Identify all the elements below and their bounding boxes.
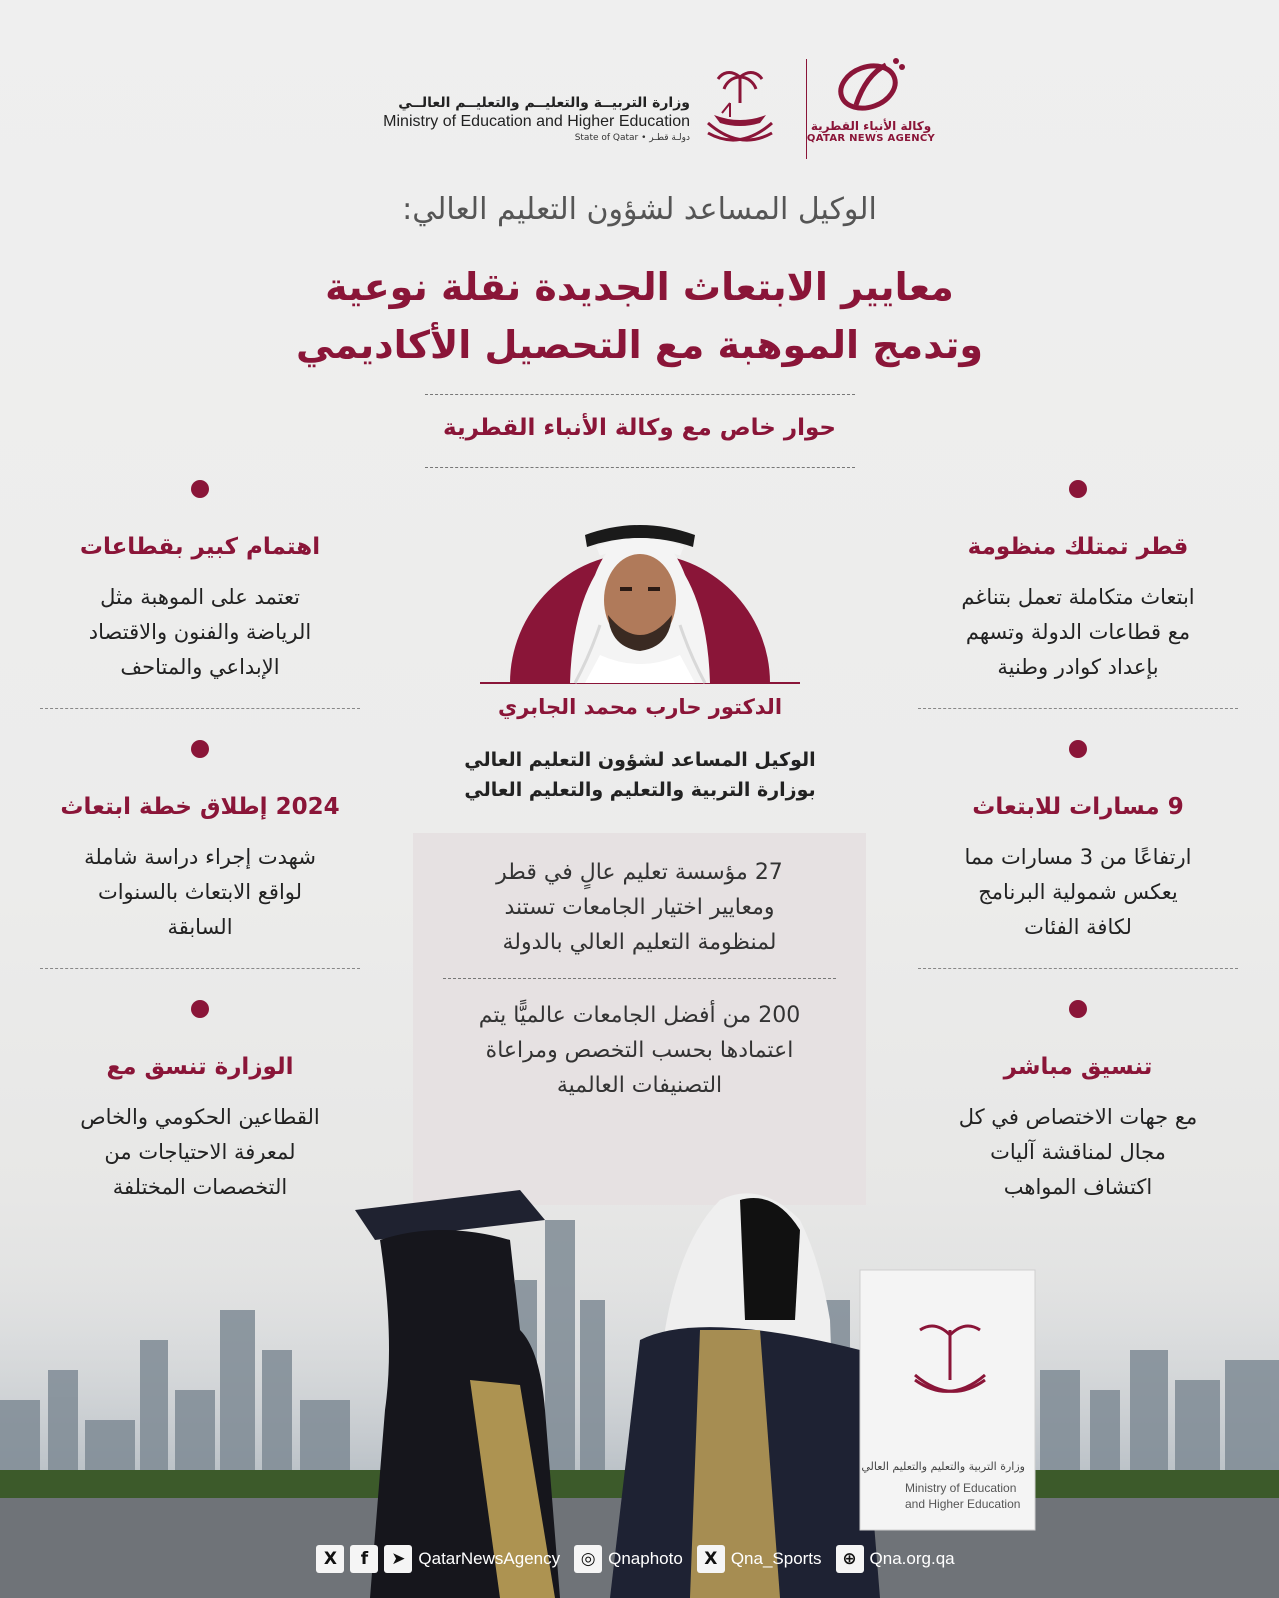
sign-text-en2: and Higher Education bbox=[905, 1497, 1021, 1511]
moe-logo-text bbox=[345, 95, 690, 143]
item-line: القطاعين الحكومي والخاص bbox=[80, 1105, 320, 1129]
instagram-icon[interactable]: ◎ bbox=[574, 1545, 602, 1573]
item-title: اهتمام كبير بقطاعات bbox=[79, 534, 321, 560]
item-line: اكتشاف المواهب bbox=[1003, 1175, 1153, 1199]
item-line: يعكس شمولية البرنامج bbox=[978, 880, 1178, 904]
website-link[interactable]: Qna.org.qa bbox=[869, 1549, 955, 1568]
moe-name-en: Ministry of Education and Higher Education bbox=[383, 113, 690, 130]
qna-mark-icon bbox=[826, 55, 916, 117]
right-item-3 bbox=[918, 1000, 1238, 1205]
item-line: الرياضة والفنون والاقتصاد bbox=[88, 620, 312, 644]
header-logos bbox=[0, 55, 1279, 165]
interview-tag: حوار خاص مع وكالة الأنباء القطرية bbox=[443, 415, 836, 441]
item-title: الوزارة تنسق مع bbox=[106, 1054, 294, 1080]
fact-line: 27 مؤسسة تعليم عالٍ في قطر bbox=[496, 860, 783, 885]
title-rule-top bbox=[425, 394, 855, 395]
item-title: 2024 إطلاق خطة ابتعاث bbox=[60, 794, 340, 820]
bullet-dot bbox=[191, 1000, 209, 1018]
x-icon[interactable]: X bbox=[697, 1545, 725, 1573]
headline-line-1: معايير الابتعاث الجديدة نقلة نوعية bbox=[325, 265, 954, 309]
item-line: لمعرفة الاحتياجات من bbox=[104, 1140, 296, 1164]
item-line: شهدت إجراء دراسة شاملة bbox=[84, 845, 316, 869]
left-column bbox=[40, 480, 360, 1200]
fact-line: التصنيفات العالمية bbox=[556, 1073, 723, 1098]
fact-line: ومعايير اختيار الجامعات تستند bbox=[504, 895, 775, 920]
item-title: قطر تمتلك منظومة bbox=[967, 534, 1189, 560]
social-footer bbox=[0, 1542, 1279, 1576]
item-line: مع جهات الاختصاص في كل bbox=[958, 1105, 1198, 1129]
qna-name-ar: وكالة الأنباء القطرية bbox=[810, 119, 932, 133]
item-line: التخصصات المختلفة bbox=[112, 1175, 288, 1199]
bullet-dot bbox=[191, 740, 209, 758]
sign-text-en1: Ministry of Education bbox=[905, 1481, 1017, 1495]
right-item-2 bbox=[918, 740, 1238, 945]
handle-qatarnewsagency[interactable]: QatarNewsAgency bbox=[418, 1549, 561, 1568]
person-role bbox=[420, 745, 860, 805]
fact-line: لمنظومة التعليم العالي بالدولة bbox=[502, 930, 777, 955]
item-title: تنسيق مباشر bbox=[1003, 1054, 1153, 1080]
right-item-1 bbox=[918, 480, 1238, 685]
item-line: لكافة الفئات bbox=[1024, 915, 1132, 939]
handle-qna-sports[interactable]: Qna_Sports bbox=[730, 1549, 822, 1568]
item-line: الإبداعي والمتاحف bbox=[120, 655, 280, 679]
left-item-3 bbox=[40, 1000, 360, 1205]
person-name: الدكتور حارب محمد الجابري bbox=[497, 695, 783, 719]
fact-line: اعتمادها بحسب التخصص ومراعاة bbox=[485, 1038, 794, 1063]
portrait-image bbox=[480, 505, 800, 685]
bullet-dot bbox=[1069, 480, 1087, 498]
item-line: ابتعاث متكاملة تعمل بتناغم bbox=[961, 585, 1195, 609]
item-line: مجال لمناقشة آليات bbox=[990, 1140, 1166, 1164]
moe-state: State of Qatar • دولـة قطـر bbox=[574, 133, 690, 143]
item-line: مع قطاعات الدولة وتسهم bbox=[965, 620, 1191, 644]
graduation-scene-image bbox=[0, 1180, 1279, 1598]
item-text bbox=[918, 840, 1238, 945]
item-text bbox=[40, 580, 360, 685]
item-line: السابقة bbox=[167, 915, 233, 939]
item-line: ارتفاعًا من 3 مسارات مما bbox=[964, 845, 1192, 869]
item-text bbox=[40, 840, 360, 945]
sign-text-ar: وزارة التربية والتعليم والتعليم العالي bbox=[861, 1460, 1025, 1473]
item-line: تعتمد على الموهبة مثل bbox=[100, 585, 300, 609]
x-icon[interactable]: X bbox=[316, 1545, 344, 1573]
facts-box bbox=[413, 833, 866, 1205]
person-role-line: بوزارة التربية والتعليم والتعليم العالي bbox=[464, 779, 816, 801]
item-title: 9 مسارات للابتعاث bbox=[972, 794, 1184, 820]
qatar-emblem-icon bbox=[700, 63, 780, 158]
person-role-line: الوكيل المساعد لشؤون التعليم العالي bbox=[464, 749, 816, 771]
fact-line: 200 من أفضل الجامعات عالميًّا يتم bbox=[478, 1003, 801, 1028]
facebook-icon[interactable]: f bbox=[350, 1545, 378, 1573]
moe-name-ar: وزارة التربيــة والتعليــم والتعليــم العالــي bbox=[398, 95, 690, 111]
left-item-2 bbox=[40, 740, 360, 945]
headline-line-2: وتدمج الموهبة مع التحصيل الأكاديمي bbox=[295, 323, 984, 367]
bullet-dot bbox=[1069, 1000, 1087, 1018]
item-text bbox=[918, 580, 1238, 685]
headline bbox=[0, 258, 1279, 374]
fact-separator bbox=[443, 978, 836, 979]
bullet-dot bbox=[1069, 740, 1087, 758]
title-rule-bottom bbox=[425, 467, 855, 468]
pretitle: الوكيل المساعد لشؤون التعليم العالي: bbox=[402, 192, 877, 227]
item-separator bbox=[918, 708, 1238, 709]
item-line: بإعداد كوادر وطنية bbox=[997, 655, 1159, 679]
fact-2 bbox=[443, 998, 836, 1103]
qna-name-en: QATAR NEWS AGENCY bbox=[806, 133, 936, 144]
telegram-icon[interactable]: ➤ bbox=[384, 1545, 412, 1573]
left-item-1 bbox=[40, 480, 360, 685]
globe-icon[interactable]: ⊕ bbox=[836, 1545, 864, 1573]
item-separator bbox=[40, 968, 360, 969]
bullet-dot bbox=[191, 480, 209, 498]
handle-qnaphoto[interactable]: Qnaphoto bbox=[608, 1549, 683, 1568]
item-separator bbox=[918, 968, 1238, 969]
fact-1 bbox=[443, 855, 836, 960]
item-separator bbox=[40, 708, 360, 709]
item-line: لواقع الابتعاث بالسنوات bbox=[97, 880, 303, 904]
qna-logo bbox=[806, 55, 936, 165]
right-column bbox=[918, 480, 1238, 1200]
